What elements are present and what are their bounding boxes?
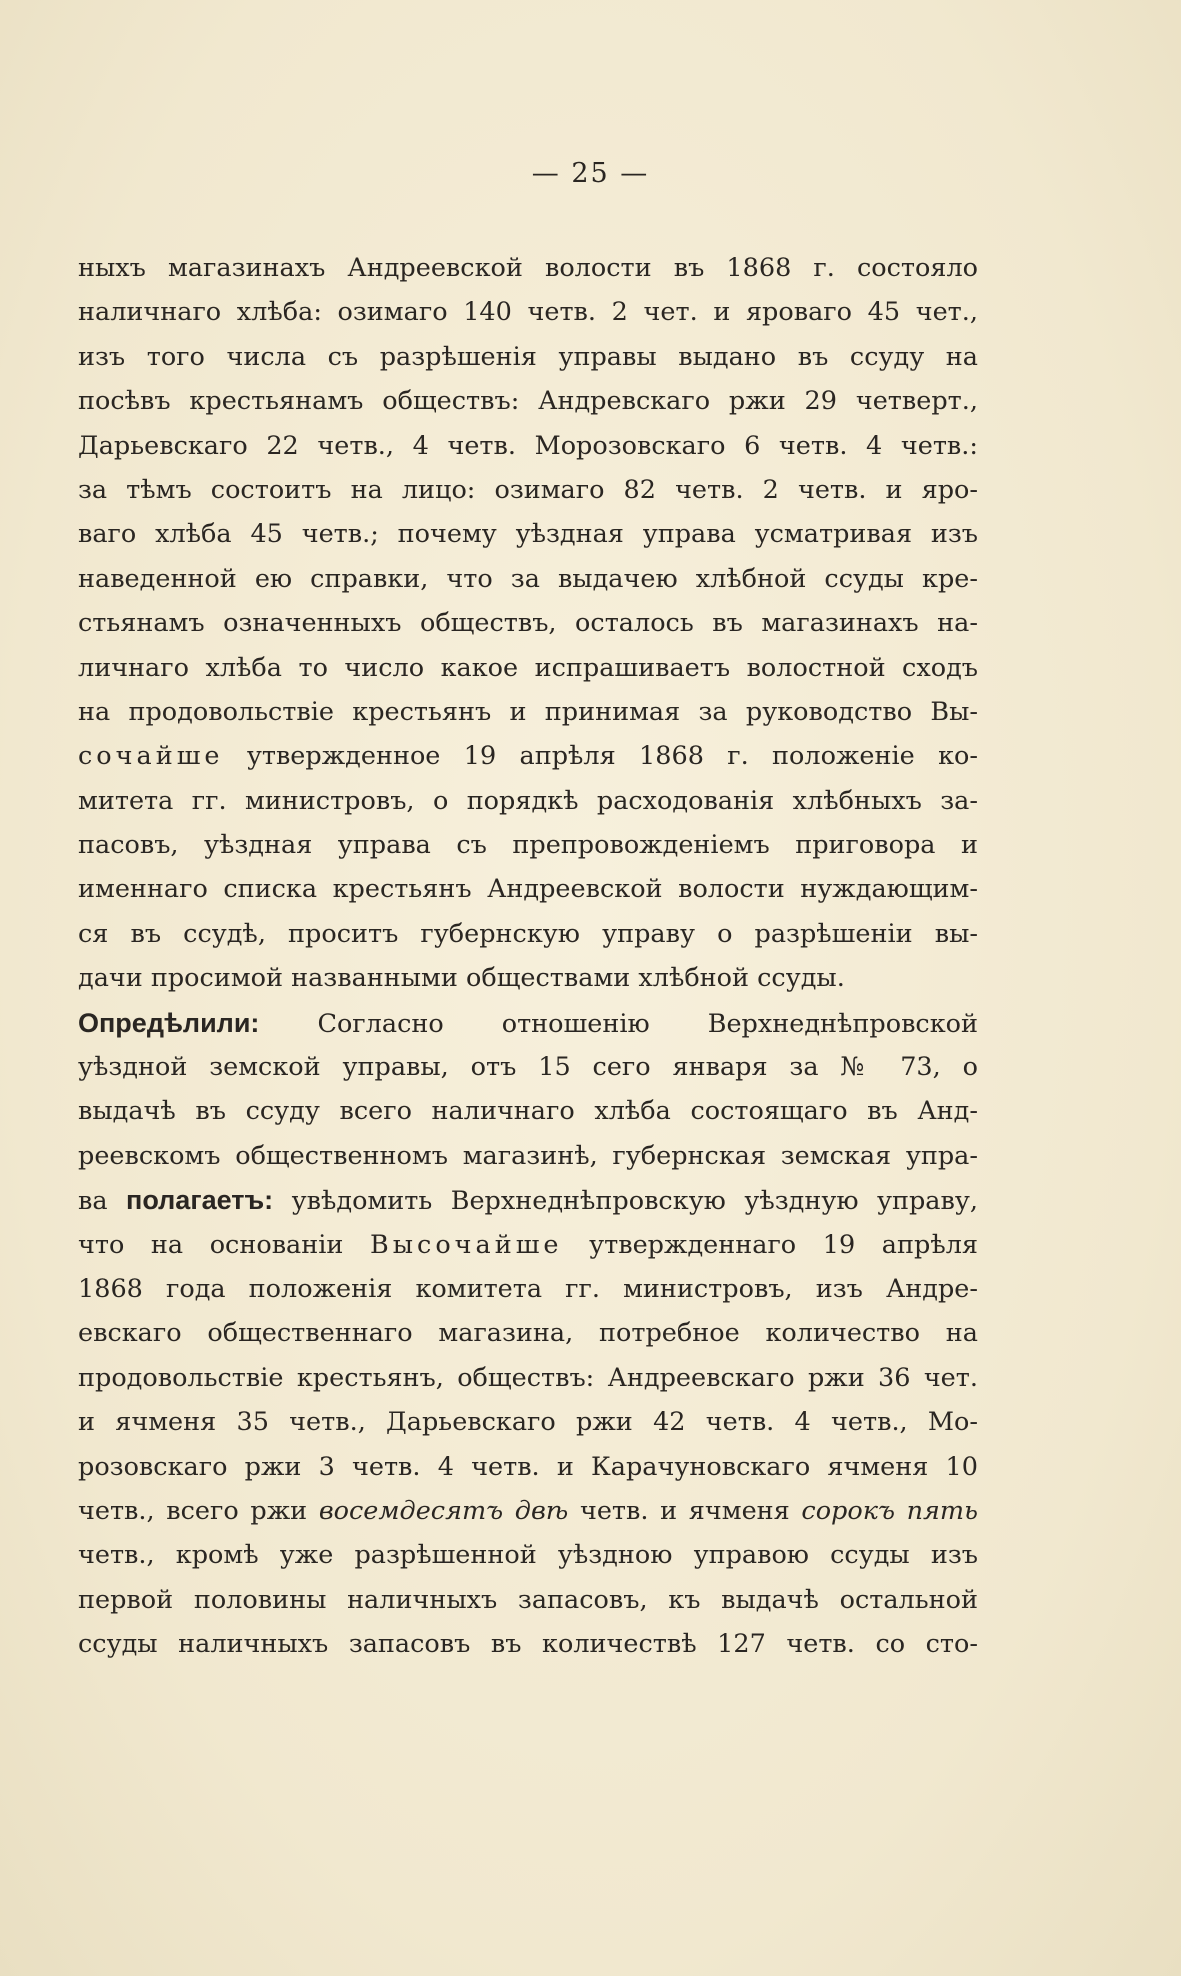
text-segment: Высочайше [370,1229,563,1260]
text-line [78,246,978,290]
text-segment: утвержденное 19 апрѣля 1868 г. положеніе ко- [223,741,978,772]
text-segment: именнаго списка крестьянъ Андреевской волости нуждающим- [78,874,978,905]
text-line [78,379,978,423]
text-line [78,1400,978,1444]
page-number: — 25 — [531,158,650,189]
text-line [78,1356,978,1400]
text-segment: и ячменя 35 четв., Дарьевскаго ржи 42 четв. 4 четв., Мо- [78,1407,978,1438]
text-line [78,1001,978,1045]
text-line [78,601,978,645]
text-segment: первой половины наличныхъ запасовъ, къ выдачѣ остальной [78,1584,978,1615]
text-line [78,1489,978,1533]
text-segment: дачи просимой названными обществами хлѣбной ссуды. [78,963,845,994]
text-segment: розовскаго ржи 3 четв. 4 четв. и Карачуновскаго ячменя 10 [78,1451,978,1482]
text-line [78,646,978,690]
text-segment: ваго хлѣба 45 четв.; почему уѣздная управа усматривая изъ [78,519,978,550]
text-segment: четв., кромѣ уже разрѣшенной уѣздною управою ссуды изъ [78,1540,978,1571]
text-segment: четв. и ячменя [568,1495,802,1526]
text-segment: стьянамъ означенныхъ обществъ, осталось въ магазинахъ на- [78,608,978,639]
text-line [78,1223,978,1267]
text-segment: наведенной ею справки, что за выдачею хлѣбной ссуды кре- [78,563,978,594]
text-line [78,1311,978,1355]
text-line [78,512,978,556]
text-segment: ныхъ магазинахъ Андреевской волости въ 1868 г. состояло [78,253,978,283]
text-segment: продовольствіе крестьянъ, обществъ: Андреевскаго ржи 36 чет. [78,1362,978,1393]
text-segment: утвержденнаго 19 апрѣля [562,1229,978,1260]
text-line [78,1578,978,1622]
text-line [78,557,978,601]
text-segment: Согласно отношенію Верхнеднѣпровской [259,1008,978,1039]
text-line [78,734,978,778]
text-line [78,867,978,911]
text-segment: наличнаго хлѣба: озимаго 140 четв. 2 чет. и яроваго 45 чет., [78,297,978,328]
text-segment: уѣздной земской управы, отъ 15 сего января за № 73, о [78,1052,978,1083]
text-line [78,1267,978,1311]
text-segment: сорокъ пять [801,1495,978,1526]
text-line [78,779,978,823]
text-line [78,335,978,379]
text-line [78,290,978,334]
body-text [78,246,978,1667]
text-line [78,956,978,1000]
text-line [78,912,978,956]
text-line [78,1045,978,1089]
text-segment: ва [78,1186,127,1217]
text-line [78,823,978,867]
text-segment: реевскомъ общественномъ магазинѣ, губернская земская упра- [78,1140,978,1171]
text-segment: увѣдомить Верхнеднѣпровскую уѣздную управу, [273,1186,978,1217]
text-segment: пасовъ, уѣздная управа съ препровожденіемъ приговора и [78,830,978,861]
text-segment: личнаго хлѣба то число какое испрашиваетъ волостной сходъ [78,652,978,683]
text-line [78,690,978,734]
text-segment: за тѣмъ состоитъ на лицо: озимаго 82 четв. 2 четв. и яро- [78,474,978,505]
text-line [78,1089,978,1133]
text-line [78,1622,978,1666]
text-segment: евскаго общественнаго магазина, потребное количество на [78,1318,978,1349]
text-segment: митета гг. министровъ, о порядкѣ расходованія хлѣбныхъ за- [78,785,978,816]
text-segment: Опредѣлили: [78,1007,260,1038]
text-segment: сочайше [78,741,224,772]
text-segment: изъ того числа съ разрѣшенія управы выдано въ ссуду на [78,341,978,372]
text-segment: полагаетъ: [126,1185,274,1216]
text-segment: что на основаніи [78,1229,370,1260]
text-segment: на продовольствіе крестьянъ и принимая за руководство Вы- [78,696,978,727]
text-segment: 1868 года положенія комитета гг. министровъ, изъ Андре- [78,1273,978,1304]
text-line [78,1533,978,1577]
text-segment: посѣвъ крестьянамъ обществъ: Андревскаго ржи 29 четверт., [78,386,978,417]
text-segment: Дарьевскаго 22 четв., 4 четв. Морозовскаго 6 четв. 4 четв.: [78,430,978,461]
text-segment: четв., всего ржи [78,1495,319,1526]
text-segment: выдачѣ въ ссуду всего наличнаго хлѣба состоящаго въ Анд- [78,1096,978,1127]
text-segment: ссуды наличныхъ запасовъ въ количествѣ 127 четв. со сто- [78,1629,978,1660]
text-line [78,1134,978,1178]
text-segment: восемдесятъ двѣ [318,1495,569,1526]
text-segment: ся въ ссудѣ, проситъ губернскую управу о разрѣшеніи вы- [78,918,978,949]
text-line [78,468,978,512]
text-line [78,1178,978,1222]
text-line [78,424,978,468]
text-line [78,1445,978,1489]
